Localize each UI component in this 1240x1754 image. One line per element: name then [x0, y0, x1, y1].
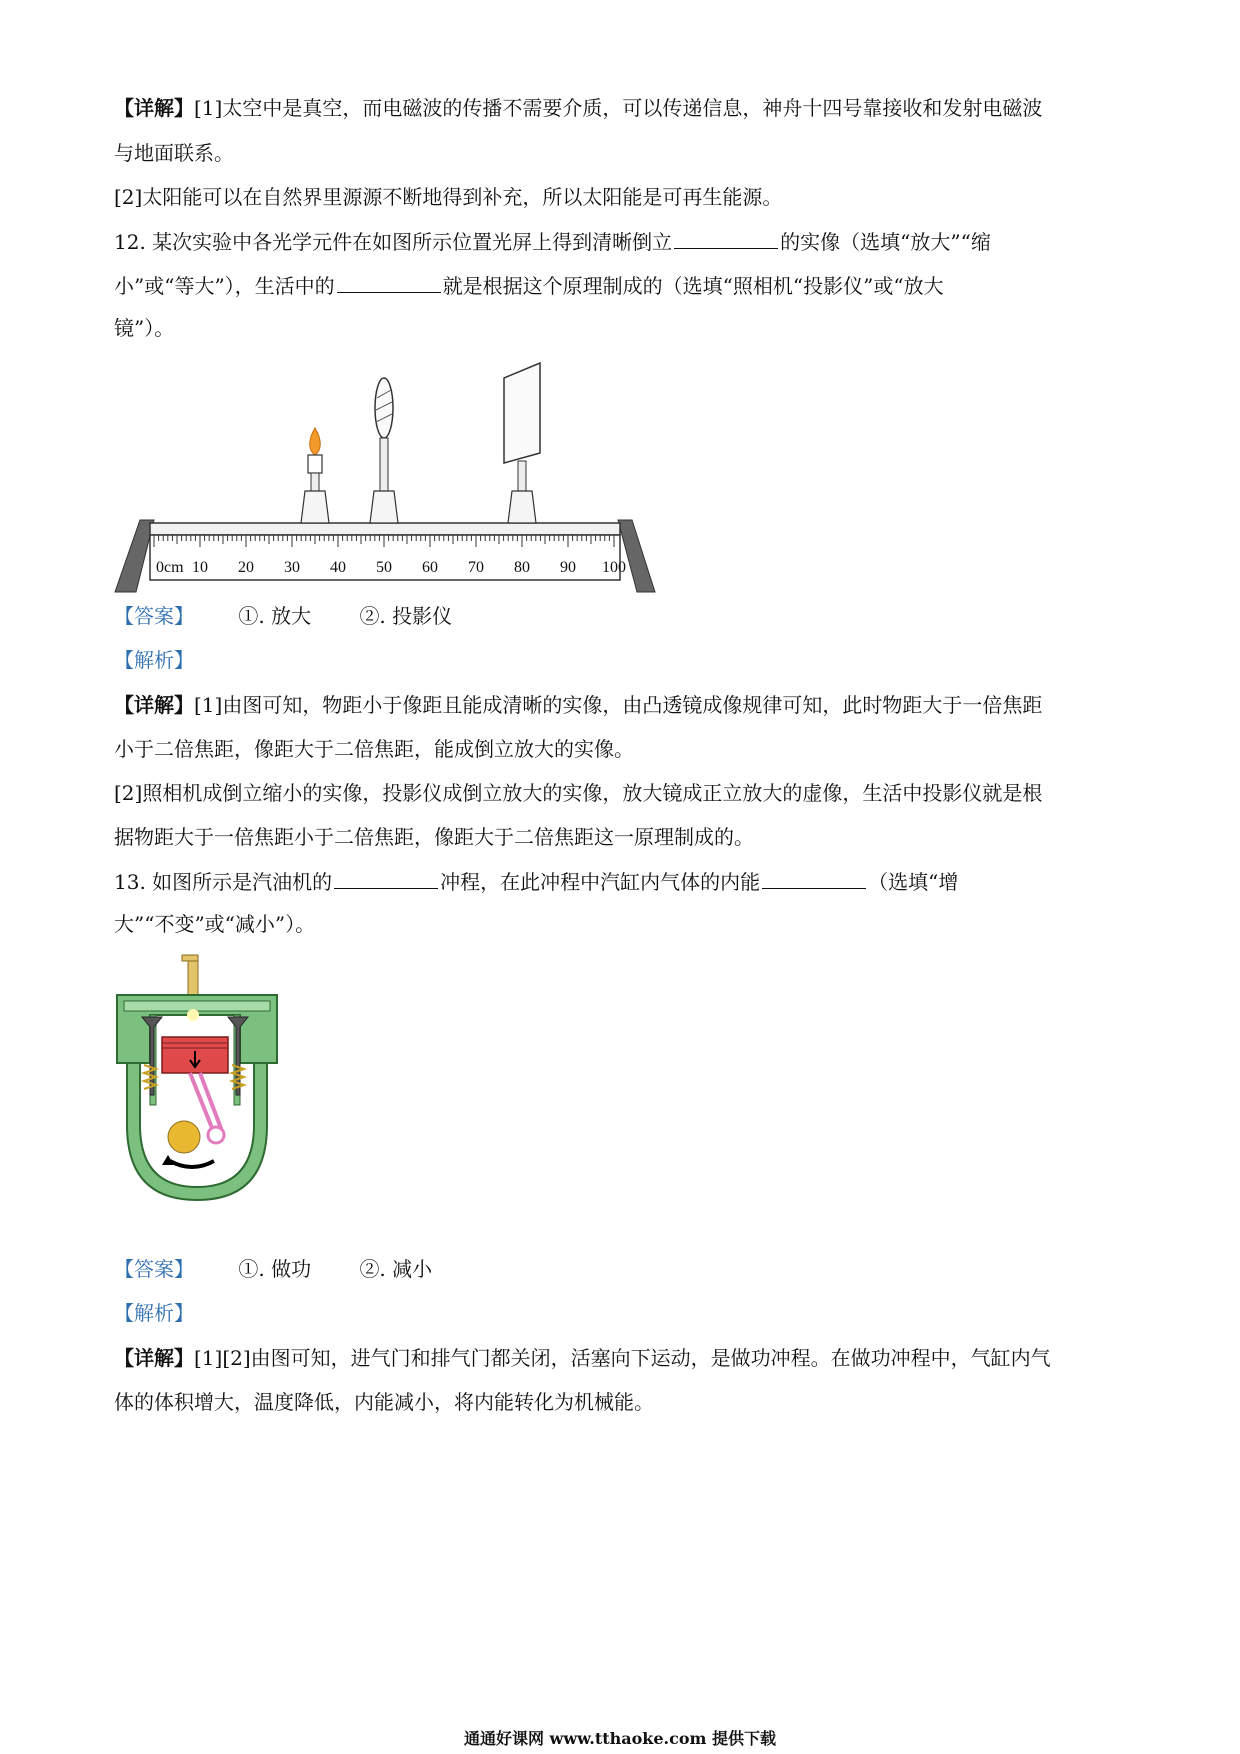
q12-text-a: 12. 某次实验中各光学元件在如图所示位置光屏上得到清晰倒立 [114, 230, 673, 254]
detail-tag: 【详解】 [114, 1346, 194, 1370]
q13-analysis-tag: 【解析】 [114, 1301, 194, 1325]
answer-tag: 【答案】 [114, 1257, 194, 1281]
q12-text-b: 的实像（选填“放大”“缩 [780, 230, 991, 254]
optical-bench-figure [110, 400, 670, 600]
candle-body [308, 455, 322, 473]
connecting-rod [190, 1073, 222, 1133]
bench-top [150, 523, 620, 535]
q13-answer-2: ②. 减小 [359, 1257, 433, 1281]
spark-plug-top [182, 955, 198, 961]
q13-question-line1 [114, 866, 958, 896]
lens-stem [380, 438, 388, 491]
gasoline-engine-figure [112, 955, 282, 1215]
light-screen [504, 363, 540, 523]
candle-holder-base [301, 491, 329, 523]
answer-tag: 【答案】 [114, 604, 194, 628]
q12-answer-1: ①. 放大 [238, 604, 312, 628]
q11-detail-text1: [1]太空中是真空，而电磁波的传播不需要介质，可以传递信息，神舟十四号靠接收和发射电磁波 [194, 96, 1043, 120]
q12-question-line3: 镜”）。 [114, 316, 175, 340]
screen-stem [518, 461, 526, 491]
q12-detail-line4: 据物距大于一倍焦距小于二倍焦距，像距大于二倍焦距这一原理制成的。 [114, 825, 754, 849]
ruler-label: 100 [602, 559, 626, 576]
ruler-label: 20 [238, 559, 254, 576]
q12-detail-line2: 小于二倍焦距，像距大于二倍焦距，能成倒立放大的实像。 [114, 737, 634, 761]
q12-text-d: 就是根据这个原理制成的（选填“照相机“投影仪”或“放大 [442, 274, 944, 298]
q12-question-line1 [114, 226, 991, 256]
q13-text-b: 冲程，在此冲程中汽缸内气体的内能 [440, 870, 761, 894]
q12-analysis-tag: 【解析】 [114, 648, 194, 672]
page-footer: 通通好课网 www.tthaoke.com 提供下载 [463, 1729, 777, 1748]
q12-answer-row [114, 602, 452, 630]
q13-detail-line1 [114, 1344, 1051, 1372]
ruler-label: 50 [376, 559, 392, 576]
q13-blank-1 [334, 866, 438, 889]
q12-detail-text1: [1]由图可知，物距小于像距且能成清晰的实像，由凸透镜成像规律可知，此时物距大于一倍焦距 [194, 693, 1043, 717]
q13-text-a: 13. 如图所示是汽油机的 [114, 870, 333, 894]
ruler-label: 70 [468, 559, 484, 576]
bench-left-leg [115, 520, 154, 592]
q13-text-c: （选填“增 [868, 870, 959, 894]
q13-detail-text1: [1][2]由图可知，进气门和排气门都关闭，活塞向下运动，是做功冲程。在做功冲程中，气缸内气 [194, 1346, 1051, 1370]
q12-answer-2: ②. 投影仪 [359, 604, 453, 628]
bench-right-leg [618, 520, 655, 592]
spark-glow [187, 1009, 199, 1021]
candle-flame [310, 428, 321, 455]
candle [301, 428, 329, 523]
ruler-label: 90 [560, 559, 576, 576]
candle-holder-stem [311, 473, 319, 491]
ruler-label: 10 [192, 559, 208, 576]
lens-body [375, 378, 393, 438]
q12-detail-line3: [2]照相机成倒立缩小的实像，投影仪成倒立放大的实像，放大镜成正立放大的虚像，生活中投影仪就是根 [114, 781, 1043, 805]
detail-tag: 【详解】 [114, 693, 194, 717]
q13-blank-2 [762, 866, 866, 889]
ruler-label: 0cm [156, 559, 184, 576]
q12-blank-2 [337, 270, 441, 293]
q12-question-line2 [114, 270, 944, 300]
ruler-label: 60 [422, 559, 438, 576]
ruler-label: 30 [284, 559, 300, 576]
ruler-label: 80 [514, 559, 530, 576]
q11-detail-line1 [114, 94, 1042, 122]
head-inner [124, 1001, 270, 1011]
lens-base [370, 491, 398, 523]
q12-detail-line1 [114, 691, 1042, 719]
q13-answer-row [114, 1255, 432, 1283]
q13-detail-line2: 体的体积增大，温度降低，内能减小，将内能转化为机械能。 [114, 1390, 654, 1414]
crank-pin [208, 1127, 224, 1143]
rotation-arrow-icon [170, 1161, 214, 1167]
detail-tag: 【详解】 [114, 96, 194, 120]
screen-panel [504, 363, 540, 463]
q12-text-c: 小”或“等大”），生活中的 [114, 274, 335, 298]
ruler-label: 40 [330, 559, 346, 576]
q11-detail-line3: [2]太阳能可以在自然界里源源不断地得到补充，所以太阳能是可再生能源。 [114, 185, 783, 209]
q13-question-line2: 大”“不变”或“减小”）。 [114, 912, 316, 936]
q11-detail-line2: 与地面联系。 [114, 141, 234, 165]
q13-answer-1: ①. 做功 [238, 1257, 312, 1281]
crank-disc [168, 1121, 200, 1153]
screen-base [508, 491, 536, 523]
convex-lens [370, 378, 398, 523]
q12-blank-1 [674, 226, 778, 249]
